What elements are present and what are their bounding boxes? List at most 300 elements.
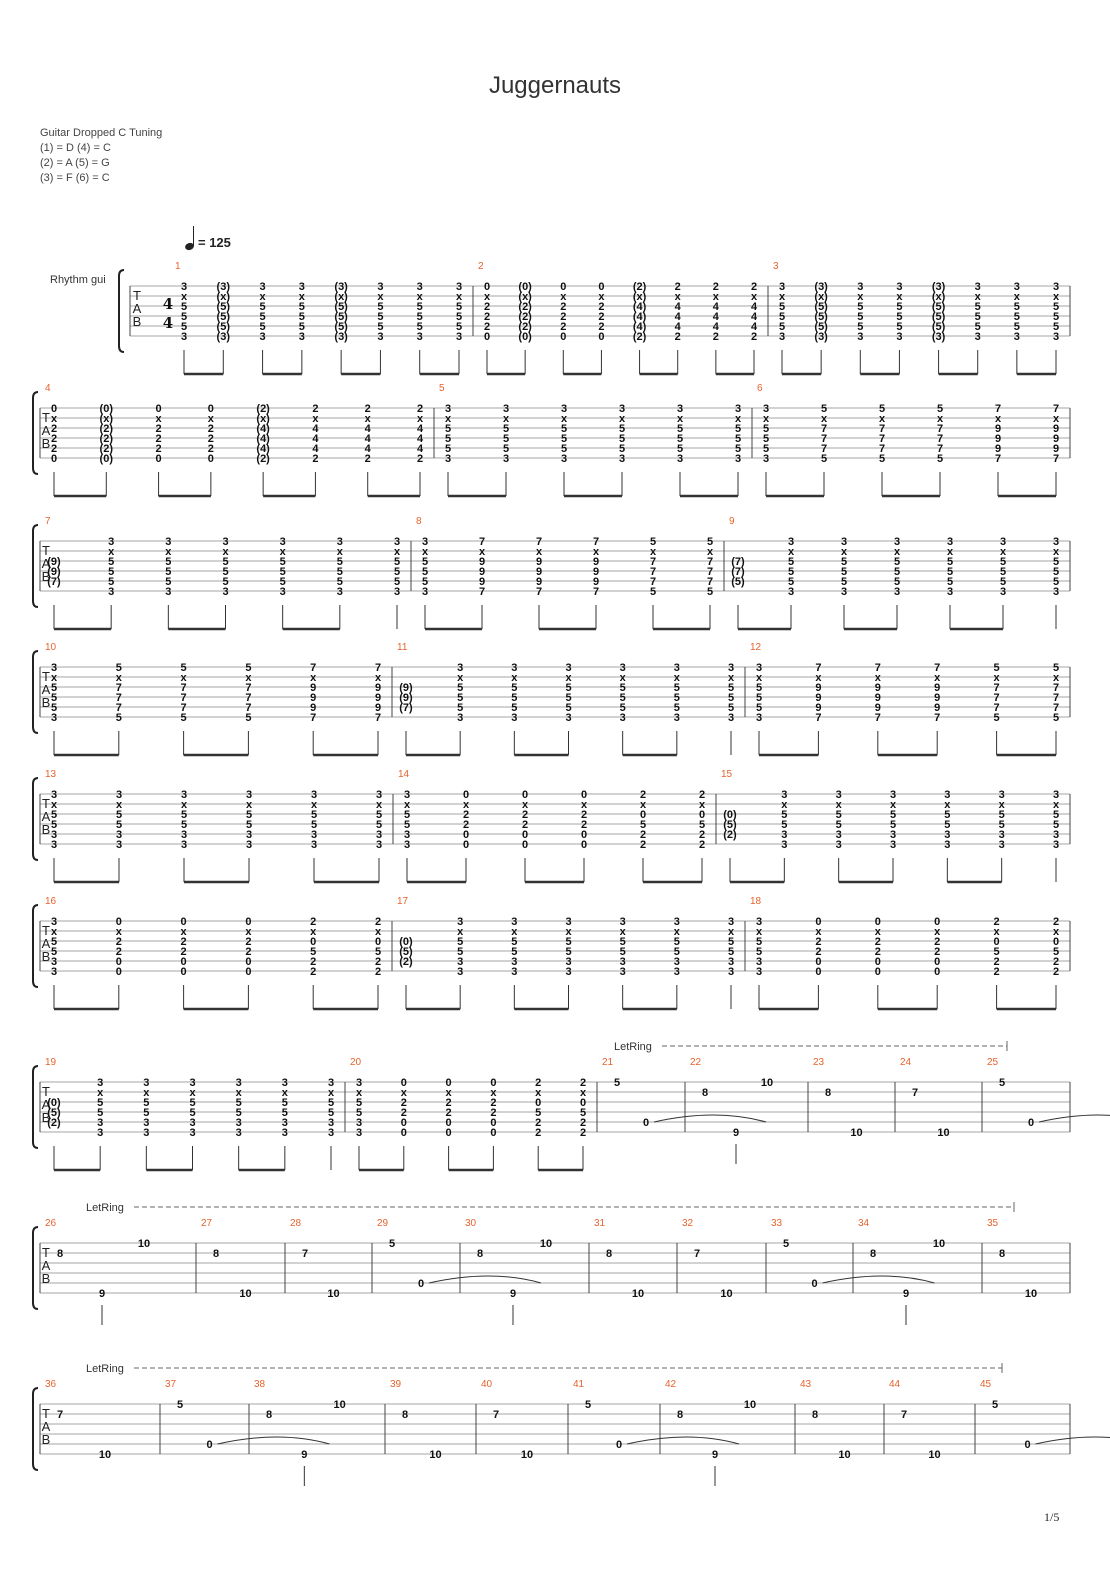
fret-number: 5	[97, 1097, 104, 1109]
fret-number: 0	[417, 1278, 425, 1290]
fret-number: x	[462, 799, 470, 811]
fret-number: 5	[143, 1097, 150, 1109]
fret-number: 2	[750, 281, 758, 293]
fret-number: 0	[445, 1077, 452, 1089]
fret-number: 7	[994, 453, 1002, 465]
fret-number: 9	[934, 702, 941, 714]
fret-number: 2	[521, 819, 529, 831]
fret-number: 10	[928, 1449, 941, 1461]
fret-number: 10	[932, 1238, 946, 1250]
fret-number: 2	[483, 311, 491, 323]
fret-number: 5	[676, 423, 684, 435]
fret-number: x	[50, 672, 58, 684]
fret-number: (2)	[256, 403, 270, 415]
fret-number: 0	[521, 789, 529, 801]
fret-number: 5	[298, 321, 305, 333]
fret-number: x	[421, 546, 429, 558]
fret-number: 0	[462, 789, 470, 801]
measure-number: 30	[465, 1218, 477, 1229]
fret-number: 4	[364, 433, 371, 445]
measure-number: 41	[573, 1379, 585, 1390]
measure-number: 5	[439, 383, 445, 394]
fret-number: 0	[598, 331, 605, 343]
fret-number: 5	[279, 576, 286, 588]
fret-number: 7	[1052, 682, 1060, 694]
fret-number: 5	[115, 662, 122, 674]
fret-number: 0	[934, 916, 941, 928]
fret-number: x	[97, 1087, 104, 1099]
fret-number: 7	[878, 443, 886, 455]
measure-number: 39	[390, 1379, 402, 1390]
measure-number: 22	[690, 1057, 702, 1068]
fret-number: x	[889, 799, 897, 811]
fret-number: 7	[245, 702, 252, 714]
fret-number: 5	[444, 433, 452, 445]
tab-letter: A	[41, 1258, 51, 1273]
fret-number: 2	[312, 403, 319, 415]
fret-number: 5	[755, 946, 763, 958]
fret-number: 3	[259, 331, 266, 343]
fret-number: 5	[1052, 321, 1060, 333]
fret-number: x	[815, 926, 822, 938]
fret-number: 5	[727, 702, 735, 714]
fret-number: 3	[115, 789, 123, 801]
fret-number: 3	[97, 1117, 104, 1129]
fret-number: x	[50, 926, 58, 938]
fret-number: 5	[511, 682, 518, 694]
fret-number: (5)	[216, 321, 231, 333]
fret-number: 2	[400, 1097, 407, 1109]
fret-number: 7	[815, 662, 822, 674]
system-bracket	[33, 392, 38, 474]
fret-number: 3	[778, 281, 786, 293]
fret-number: 5	[840, 556, 848, 568]
fret-number: 5	[755, 692, 763, 704]
fret-number: x	[259, 291, 266, 303]
fret-number: 3	[676, 453, 684, 465]
fret-number: 0	[207, 403, 214, 415]
fret-number: 5	[416, 321, 423, 333]
fret-number: x	[50, 799, 58, 811]
fret-number: 3	[281, 1117, 288, 1129]
fret-number: 3	[455, 281, 463, 293]
fret-number: 5	[618, 443, 626, 455]
fret-number: 5	[375, 819, 383, 831]
fret-number: 5	[999, 556, 1007, 568]
fret-number: 3	[180, 829, 188, 841]
fret-number: 3	[896, 281, 903, 293]
fret-number: x	[974, 291, 981, 303]
fret-number: x	[673, 672, 680, 684]
fret-number: 2	[364, 403, 371, 415]
song-title: Juggernauts	[488, 72, 622, 99]
fret-number: 5	[511, 936, 518, 948]
fret-number: 7	[706, 576, 714, 588]
fret-number: x	[994, 413, 1002, 425]
measure-number: 19	[45, 1057, 57, 1068]
fret-number: 5	[857, 311, 864, 323]
measure-number: 34	[858, 1218, 870, 1229]
fret-number: 2	[560, 301, 567, 313]
fret-number: 0	[1052, 936, 1060, 948]
fret-number: 2	[50, 443, 58, 455]
fret-number: 3	[1052, 829, 1060, 841]
fret-number: 10	[743, 1399, 757, 1411]
fret-number: 5	[1013, 321, 1020, 333]
fret-number: 3	[755, 916, 763, 928]
fret-number: 3	[511, 956, 518, 968]
fret-number: 7	[592, 536, 600, 548]
fret-number: 2	[310, 956, 317, 968]
fret-number: 3	[416, 331, 423, 343]
tab-letter: T	[42, 669, 50, 684]
fret-number: x	[115, 799, 123, 811]
fret-number: 10	[520, 1449, 534, 1461]
fret-number: 5	[403, 819, 411, 831]
fret-number: 3	[416, 281, 423, 293]
fret-number: 5	[375, 809, 383, 821]
fret-number: x	[115, 672, 122, 684]
fret-number: x	[857, 291, 864, 303]
system-bracket	[33, 1227, 38, 1309]
tab-letter: B	[41, 695, 51, 710]
fret-number: 5	[820, 403, 828, 415]
fret-number: x	[781, 799, 788, 811]
fret-number: 5	[936, 403, 944, 415]
fret-number: 9	[301, 1449, 308, 1461]
fret-number: 0	[180, 956, 187, 968]
fret-number: (x)	[518, 291, 532, 303]
fret-number: 3	[180, 789, 188, 801]
fret-number: 5	[1052, 819, 1060, 831]
fret-number: 5	[893, 566, 901, 578]
fret-number: 3	[97, 1127, 104, 1139]
fret-number: 0	[50, 403, 58, 415]
fret-number: x	[820, 413, 828, 425]
fret-number: 5	[727, 682, 735, 694]
fret-number: (2)	[518, 311, 532, 323]
fret-number: 5	[755, 936, 763, 948]
time-signature-top: 4	[162, 295, 174, 313]
measure-number: 23	[813, 1057, 825, 1068]
fret-number: 9	[1052, 443, 1060, 455]
fret-number: (2)	[723, 829, 737, 841]
fret-number: 5	[165, 576, 172, 588]
fret-number: 5	[97, 1107, 104, 1119]
fret-number: (2)	[632, 331, 647, 343]
fret-number: x	[143, 1087, 150, 1099]
fret-number: x	[310, 672, 317, 684]
fret-number: 5	[421, 556, 429, 568]
measure-number: 24	[900, 1057, 912, 1068]
fret-number: 5	[1052, 576, 1060, 588]
fret-number: 2	[1052, 966, 1060, 978]
fret-number: 3	[974, 331, 981, 343]
fret-number: 3	[50, 966, 58, 978]
fret-number: 5	[835, 809, 842, 821]
fret-number: 3	[502, 453, 510, 465]
fret-number: 3	[455, 331, 463, 343]
fret-number: x	[560, 291, 567, 303]
fret-number: x	[999, 546, 1007, 558]
fret-number: x	[50, 413, 58, 425]
fret-number: 9	[478, 576, 486, 588]
tab-letter: T	[42, 1084, 50, 1099]
fret-number: 3	[618, 453, 626, 465]
fret-number: 0	[521, 829, 529, 841]
fret-number: 4	[674, 311, 681, 323]
fret-number: (5)	[814, 301, 828, 313]
fret-number: 3	[298, 331, 305, 343]
fret-number: 5	[565, 946, 572, 958]
fret-number: 3	[108, 586, 115, 598]
fret-number: 0	[490, 1077, 497, 1089]
fret-number: 2	[207, 423, 214, 435]
fret-number: 5	[281, 1107, 288, 1119]
fret-number: (3)	[814, 281, 828, 293]
fret-number: 5	[840, 566, 848, 578]
fret-number: x	[896, 291, 903, 303]
fret-number: 0	[579, 1097, 587, 1109]
fret-number: 2	[462, 819, 470, 831]
fret-number: 7	[936, 423, 944, 435]
fret-number: 3	[974, 281, 981, 293]
fret-number: 5	[673, 936, 680, 948]
fret-number: 3	[355, 1117, 363, 1129]
fret-number: 5	[416, 301, 423, 313]
fret-number: x	[165, 546, 172, 558]
fret-number: 9	[934, 682, 941, 694]
fret-number: 5	[235, 1107, 242, 1119]
fret-number: 3	[778, 331, 786, 343]
fret-number: (3)	[334, 331, 348, 343]
fret-number: 5	[298, 301, 305, 313]
fret-number: 3	[835, 829, 842, 841]
fret-number: x	[560, 413, 568, 425]
fret-number: 3	[457, 956, 464, 968]
fret-number: 5	[619, 936, 626, 948]
tab-letter: T	[42, 410, 50, 425]
fret-number: 3	[281, 1127, 288, 1139]
fret-number: 3	[50, 956, 58, 968]
fret-number: x	[180, 926, 187, 938]
fret-number: 2	[483, 321, 491, 333]
let-ring-label: LetRing	[614, 1041, 652, 1053]
fret-number: 3	[787, 586, 795, 598]
fret-number: 3	[421, 536, 429, 548]
fret-number: x	[840, 546, 848, 558]
fret-number: 5	[706, 536, 714, 548]
fret-number: 5	[1052, 301, 1060, 313]
fret-number: 5	[781, 809, 788, 821]
fret-number: 5	[878, 453, 886, 465]
fret-number: x	[355, 1087, 363, 1099]
fret-number: 3	[893, 586, 901, 598]
fret-number: 3	[727, 916, 735, 928]
fret-number: 3	[618, 403, 626, 415]
fret-number: 2	[155, 443, 162, 455]
fret-number: 3	[734, 453, 742, 465]
fret-number: 2	[490, 1107, 497, 1119]
fret-number: 0	[934, 966, 941, 978]
fret-number: 5	[936, 453, 944, 465]
fret-number: 7	[180, 702, 187, 714]
fret-number: 7	[310, 662, 317, 674]
fret-number: 0	[490, 1127, 497, 1139]
fret-number: 0	[698, 809, 706, 821]
fret-number: 0	[180, 916, 187, 928]
fret-number: 9	[711, 1449, 719, 1461]
fret-number: 5	[734, 423, 742, 435]
fret-number: 5	[50, 682, 58, 694]
fret-number: (3)	[931, 281, 946, 293]
fret-number: 5	[143, 1107, 150, 1119]
fret-number: 5	[310, 809, 318, 821]
fret-number: 4	[312, 423, 319, 435]
fret-number: 5	[673, 692, 680, 704]
fret-number: 3	[281, 1077, 288, 1089]
fret-number: 0	[50, 453, 58, 465]
fret-number: 0	[445, 1127, 452, 1139]
fret-number: 3	[999, 586, 1007, 598]
fret-number: 5	[222, 566, 229, 578]
measure-number: 27	[201, 1218, 213, 1229]
fret-number: x	[565, 926, 572, 938]
fret-number: x	[619, 672, 626, 684]
fret-number: 5	[180, 662, 187, 674]
fret-number: x	[639, 799, 647, 811]
fret-number: 9	[815, 702, 822, 714]
fret-number: (3)	[216, 281, 231, 293]
fret-number: 0	[374, 936, 382, 948]
fret-number: 5	[455, 301, 463, 313]
fret-number: 5	[698, 819, 706, 831]
tab-letter: T	[42, 1406, 50, 1421]
fret-number: 9	[478, 566, 486, 578]
fret-number: 3	[50, 829, 58, 841]
fret-number: x	[279, 546, 286, 558]
measure-number: 7	[45, 516, 51, 527]
fret-number: 2	[598, 301, 605, 313]
fret-number: 0	[993, 936, 1000, 948]
fret-number: 3	[676, 403, 684, 415]
fret-number: (3)	[814, 331, 828, 343]
fret-number: 5	[502, 443, 510, 455]
measure-number: 44	[889, 1379, 901, 1390]
fret-number: 2	[374, 956, 382, 968]
fret-number: x	[619, 926, 626, 938]
fret-number: (3)	[334, 281, 348, 293]
fret-number: 3	[619, 966, 626, 978]
fret-number: 5	[115, 819, 123, 831]
fret-number: 3	[619, 712, 626, 724]
fret-number: 7	[374, 712, 382, 724]
fret-number: 3	[1052, 789, 1060, 801]
fret-number: 2	[674, 281, 681, 293]
fret-number: 2	[639, 829, 647, 841]
tab-letter: A	[41, 1419, 51, 1434]
fret-number: 7	[878, 423, 886, 435]
fret-number: 0	[400, 1077, 407, 1089]
fret-number: x	[579, 1087, 587, 1099]
fret-number: 9	[310, 702, 317, 714]
measure-number: 13	[45, 769, 57, 780]
fret-number: 5	[565, 702, 572, 714]
fret-number: 5	[245, 712, 252, 724]
fret-number: 5	[388, 1238, 396, 1250]
fret-number: 3	[327, 1077, 335, 1089]
fret-number: x	[565, 672, 572, 684]
fret-number: 3	[560, 453, 568, 465]
fret-number: 5	[457, 702, 464, 714]
fret-number: 0	[535, 1097, 542, 1109]
fret-number: 5	[50, 936, 58, 948]
fret-number: (9)	[399, 692, 413, 704]
fret-number: (4)	[256, 433, 270, 445]
fret-number: 3	[781, 789, 788, 801]
tab-letter: T	[42, 923, 50, 938]
fret-number: 5	[727, 946, 735, 958]
fret-number: 2	[310, 916, 317, 928]
fret-number: 10	[937, 1127, 950, 1139]
fret-number: 3	[279, 586, 286, 598]
fret-number: 3	[734, 403, 742, 415]
fret-number: 3	[189, 1117, 196, 1129]
fret-number: 0	[642, 1117, 650, 1129]
page-number: 1/5	[1044, 1510, 1060, 1524]
fret-number: x	[535, 546, 543, 558]
fret-number: x	[457, 672, 464, 684]
tuning-instrument: Guitar Dropped C Tuning	[40, 127, 163, 139]
fret-number: 5	[457, 936, 464, 948]
fret-number: 3	[115, 829, 123, 841]
fret-number: (7)	[399, 702, 413, 714]
fret-number: 4	[750, 311, 758, 323]
fret-number: (4)	[256, 423, 270, 435]
measure-number: 26	[45, 1218, 57, 1229]
fret-number: 5	[896, 301, 903, 313]
fret-number: 2	[207, 433, 214, 445]
fret-number: 7	[180, 682, 187, 694]
measure-number: 2	[478, 261, 484, 272]
fret-number: 0	[155, 403, 162, 415]
fret-number: 3	[727, 956, 735, 968]
fret-number: 5	[108, 576, 115, 588]
fret-number: 9	[374, 682, 382, 694]
tab-letter: T	[42, 796, 50, 811]
fret-number: x	[180, 672, 187, 684]
fret-number: 0	[580, 839, 588, 851]
fret-number: 8	[605, 1248, 613, 1260]
fret-number: 9	[592, 576, 600, 588]
fret-number: 3	[727, 966, 735, 978]
fret-number: 2	[1052, 916, 1060, 928]
fret-number: 5	[857, 301, 864, 313]
fret-number: 7	[706, 566, 714, 578]
fret-number: 5	[778, 311, 786, 323]
fret-number: 5	[298, 311, 305, 323]
fret-number: 5	[259, 311, 266, 323]
fret-number: 3	[336, 536, 343, 548]
fret-number: 3	[755, 712, 763, 724]
fret-number: (4)	[256, 443, 270, 455]
fret-number: 5	[762, 433, 770, 445]
fret-number: 5	[619, 702, 626, 714]
fret-number: 5	[444, 423, 452, 435]
fret-number: 5	[896, 321, 903, 333]
fret-number: 3	[893, 536, 901, 548]
fret-number: 0	[445, 1117, 452, 1129]
